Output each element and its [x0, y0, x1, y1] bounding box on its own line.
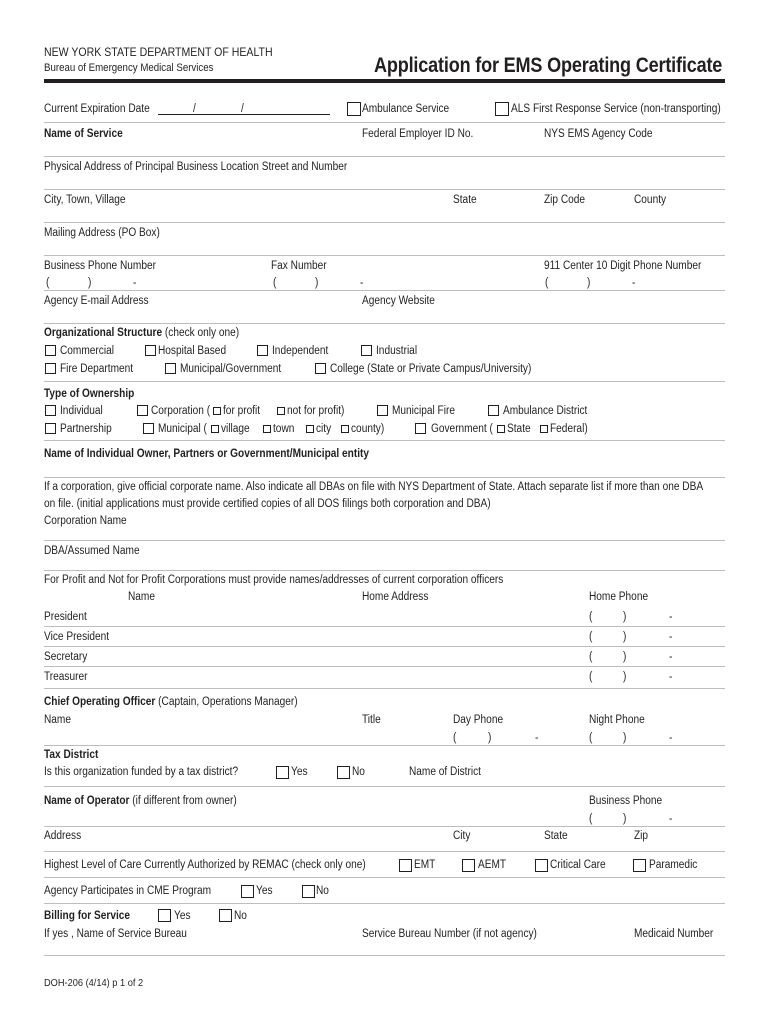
industrial-label: Industrial [376, 345, 418, 357]
zip-code-label: Zip Code [544, 194, 586, 206]
corporation-note: If a corporation, give official corporate name. Also indicate all DBAs on file with NYS Department of State. Attach separate list if more than one DBA [44, 481, 704, 493]
ambulance-service-checkbox[interactable] [347, 102, 361, 116]
divider [44, 255, 725, 256]
corporation-note: on file. (initial applications must provide certified copies of all DOS filings both corporation and DBA) [44, 498, 491, 510]
corporation-label: Corporation ( [151, 405, 211, 417]
operator-business-phone-label: Business Phone [589, 795, 663, 807]
county-checkbox[interactable] [341, 425, 349, 433]
tax-district-question: Is this organization funded by a tax district? [44, 766, 239, 778]
for-profit-checkbox[interactable] [213, 407, 221, 415]
tax-district-no-checkbox[interactable] [337, 766, 350, 779]
org-structure-heading: Organizational Structure (check only one) [44, 327, 240, 339]
phone-dash: - [669, 671, 673, 683]
not-for-profit-checkbox[interactable] [277, 407, 285, 415]
phone-paren: ) [315, 277, 319, 289]
divider [44, 826, 725, 827]
phone-paren: ) [623, 611, 627, 623]
phone-paren: ) [623, 813, 627, 825]
municipal-checkbox[interactable] [143, 423, 154, 434]
state-checkbox[interactable] [497, 425, 505, 433]
phone-paren: ( [589, 813, 593, 825]
phone-dash: - [669, 813, 673, 825]
fire-department-checkbox[interactable] [45, 363, 56, 374]
phone-dash: - [669, 651, 673, 663]
operator-address-label: Address [44, 830, 82, 842]
industrial-checkbox[interactable] [361, 345, 372, 356]
college-checkbox[interactable] [315, 363, 326, 374]
divider [44, 540, 725, 541]
cme-no-checkbox[interactable] [302, 885, 315, 898]
ambulance-district-label: Ambulance District [503, 405, 588, 417]
independent-label: Independent [272, 345, 329, 357]
divider [44, 666, 725, 667]
emt-checkbox[interactable] [399, 859, 412, 872]
village-checkbox[interactable] [211, 425, 219, 433]
college-label: College (State or Private Campus/University) [330, 363, 532, 375]
agency-email-label: Agency E-mail Address [44, 295, 149, 307]
expiration-date-field[interactable] [158, 114, 330, 115]
corporation-checkbox[interactable] [137, 405, 148, 416]
municipal-fire-checkbox[interactable] [377, 405, 388, 416]
agency-code-label: NYS EMS Agency Code [544, 128, 653, 140]
divider [44, 290, 725, 291]
divider [44, 122, 725, 123]
operator-heading: Name of Operator (if different from owner) [44, 795, 237, 807]
cme-no-label: No [316, 885, 329, 897]
center-911-phone-label: 911 Center 10 Digit Phone Number [544, 260, 702, 272]
operator-city-label: City [453, 830, 471, 842]
agency-website-label: Agency Website [362, 295, 435, 307]
divider [44, 156, 725, 157]
coo-name-label: Name [44, 714, 72, 726]
county-label: county) [351, 423, 385, 435]
billing-heading: Billing for Service [44, 910, 131, 922]
operator-zip-label: Zip [634, 830, 649, 842]
municipal-government-checkbox[interactable] [165, 363, 176, 374]
phone-dash: - [360, 277, 364, 289]
officer-row-label: Vice President [44, 631, 110, 643]
partnership-checkbox[interactable] [45, 423, 56, 434]
date-slash: / [241, 103, 244, 115]
phone-paren: ) [88, 277, 92, 289]
aemt-label: AEMT [478, 859, 507, 871]
village-label: village [221, 423, 250, 435]
business-phone-label: Business Phone Number [44, 260, 156, 272]
divider [44, 851, 725, 852]
phone-paren: ) [623, 631, 627, 643]
form-title: Application for EMS Operating Certificate [374, 54, 723, 77]
divider [44, 955, 725, 956]
cme-yes-label: Yes [256, 885, 273, 897]
divider [44, 877, 725, 878]
phone-paren: ) [623, 671, 627, 683]
municipal-government-label: Municipal/Government [180, 363, 282, 375]
coo-day-phone-label: Day Phone [453, 714, 504, 726]
officer-address-header: Home Address [362, 591, 429, 603]
critical-care-checkbox[interactable] [535, 859, 548, 872]
divider [44, 477, 725, 478]
county-label: County [634, 194, 667, 206]
hospital-based-checkbox[interactable] [145, 345, 156, 356]
city-label: City, Town, Village [44, 194, 126, 206]
emt-label: EMT [414, 859, 436, 871]
service-bureau-number-label: Service Bureau Number (if not agency) [362, 928, 537, 940]
tax-district-yes-checkbox[interactable] [276, 766, 289, 779]
name-of-service-label: Name of Service [44, 128, 123, 140]
billing-yes-label: Yes [174, 910, 191, 922]
phone-paren: ( [589, 732, 593, 744]
divider [44, 222, 725, 223]
mailing-address-label: Mailing Address (PO Box) [44, 227, 160, 239]
physical-address-label: Physical Address of Principal Business Location Street and Number [44, 161, 348, 173]
date-slash: / [193, 103, 196, 115]
corporation-name-label: Corporation Name [44, 515, 127, 527]
divider [44, 570, 725, 571]
partnership-label: Partnership [60, 423, 112, 435]
phone-paren: ( [46, 277, 50, 289]
phone-paren: ) [623, 732, 627, 744]
cme-program-label: Agency Participates in CME Program [44, 885, 212, 897]
federal-checkbox[interactable] [540, 425, 548, 433]
phone-paren: ( [589, 631, 593, 643]
divider [44, 189, 725, 190]
phone-paren: ( [545, 277, 549, 289]
bureau-name: Bureau of Emergency Medical Services [44, 62, 214, 74]
tax-district-no-label: No [352, 766, 365, 778]
phone-dash: - [669, 631, 673, 643]
phone-dash: - [535, 732, 539, 744]
state-label: State [507, 423, 531, 435]
title-rule [44, 79, 725, 83]
phone-paren: ( [589, 651, 593, 663]
coo-title-label: Title [362, 714, 381, 726]
commercial-checkbox[interactable] [45, 345, 56, 356]
state-label: State [453, 194, 477, 206]
billing-yes-checkbox[interactable] [158, 909, 171, 922]
paramedic-label: Paramedic [649, 859, 698, 871]
phone-dash: - [133, 277, 137, 289]
town-label: town [273, 423, 295, 435]
for-profit-label: for profit [223, 405, 261, 417]
government-label: Government ( [431, 423, 493, 435]
form-id-footer: DOH-206 (4/14) p 1 of 2 [44, 977, 144, 989]
officer-name-header: Name [128, 591, 156, 603]
not-for-profit-label: not for profit) [287, 405, 345, 417]
owner-name-heading: Name of Individual Owner, Partners or Government/Municipal entity [44, 448, 370, 460]
hospital-based-label: Hospital Based [158, 345, 227, 357]
phone-paren: ) [587, 277, 591, 289]
divider [44, 745, 725, 746]
municipal-fire-label: Municipal Fire [392, 405, 455, 417]
city-label: city [316, 423, 332, 435]
cme-yes-checkbox[interactable] [241, 885, 254, 898]
city-checkbox[interactable] [306, 425, 314, 433]
phone-dash: - [669, 611, 673, 623]
tax-district-heading: Tax District [44, 749, 99, 761]
officer-row-label: President [44, 611, 87, 623]
billing-no-checkbox[interactable] [219, 909, 232, 922]
federal-label: Federal) [550, 423, 588, 435]
phone-paren: ( [589, 671, 593, 683]
government-checkbox[interactable] [415, 423, 426, 434]
divider [44, 440, 725, 441]
als-first-response-label: ALS First Response Service (non-transporting) [511, 103, 721, 115]
phone-dash: - [632, 277, 636, 289]
ownership-type-heading: Type of Ownership [44, 388, 135, 400]
officer-phone-header: Home Phone [589, 591, 649, 603]
tax-district-yes-label: Yes [291, 766, 308, 778]
billing-no-label: No [234, 910, 247, 922]
phone-paren: ( [453, 732, 457, 744]
critical-care-label: Critical Care [550, 859, 606, 871]
divider [44, 903, 725, 904]
fein-label: Federal Employer ID No. [362, 128, 474, 140]
medicaid-number-label: Medicaid Number [634, 928, 714, 940]
independent-checkbox[interactable] [257, 345, 268, 356]
individual-checkbox[interactable] [45, 405, 56, 416]
district-name-label: Name of District [409, 766, 481, 778]
dba-label: DBA/Assumed Name [44, 545, 140, 557]
phone-paren: ( [589, 611, 593, 623]
phone-paren: ) [623, 651, 627, 663]
phone-paren: ) [488, 732, 492, 744]
officer-row-label: Secretary [44, 651, 88, 663]
paramedic-checkbox[interactable] [633, 859, 646, 872]
divider [44, 786, 725, 787]
operator-state-label: State [544, 830, 568, 842]
divider [44, 688, 725, 689]
ambulance-district-checkbox[interactable] [488, 405, 499, 416]
officer-row-label: Treasurer [44, 671, 88, 683]
divider [44, 381, 725, 382]
als-first-response-checkbox[interactable] [495, 102, 509, 116]
level-of-care-label: Highest Level of Care Currently Authorized by REMAC (check only one) [44, 859, 366, 871]
expiration-date-label: Current Expiration Date [44, 103, 150, 115]
department-name: NEW YORK STATE DEPARTMENT OF HEALTH [44, 45, 273, 59]
officers-intro: For Profit and Not for Profit Corporations must provide names/addresses of current corporation officers [44, 574, 504, 586]
coo-night-phone-label: Night Phone [589, 714, 645, 726]
ambulance-service-label: Ambulance Service [362, 103, 450, 115]
fire-department-label: Fire Department [60, 363, 134, 375]
coo-heading: Chief Operating Officer (Captain, Operations Manager) [44, 696, 298, 708]
individual-label: Individual [60, 405, 103, 417]
municipal-label: Municipal ( [158, 423, 207, 435]
fax-number-label: Fax Number [271, 260, 327, 272]
aemt-checkbox[interactable] [462, 859, 475, 872]
phone-dash: - [669, 732, 673, 744]
divider [44, 646, 725, 647]
service-bureau-name-label: If yes , Name of Service Bureau [44, 928, 187, 940]
phone-paren: ( [273, 277, 277, 289]
town-checkbox[interactable] [263, 425, 271, 433]
commercial-label: Commercial [60, 345, 114, 357]
divider [44, 626, 725, 627]
divider [44, 323, 725, 324]
